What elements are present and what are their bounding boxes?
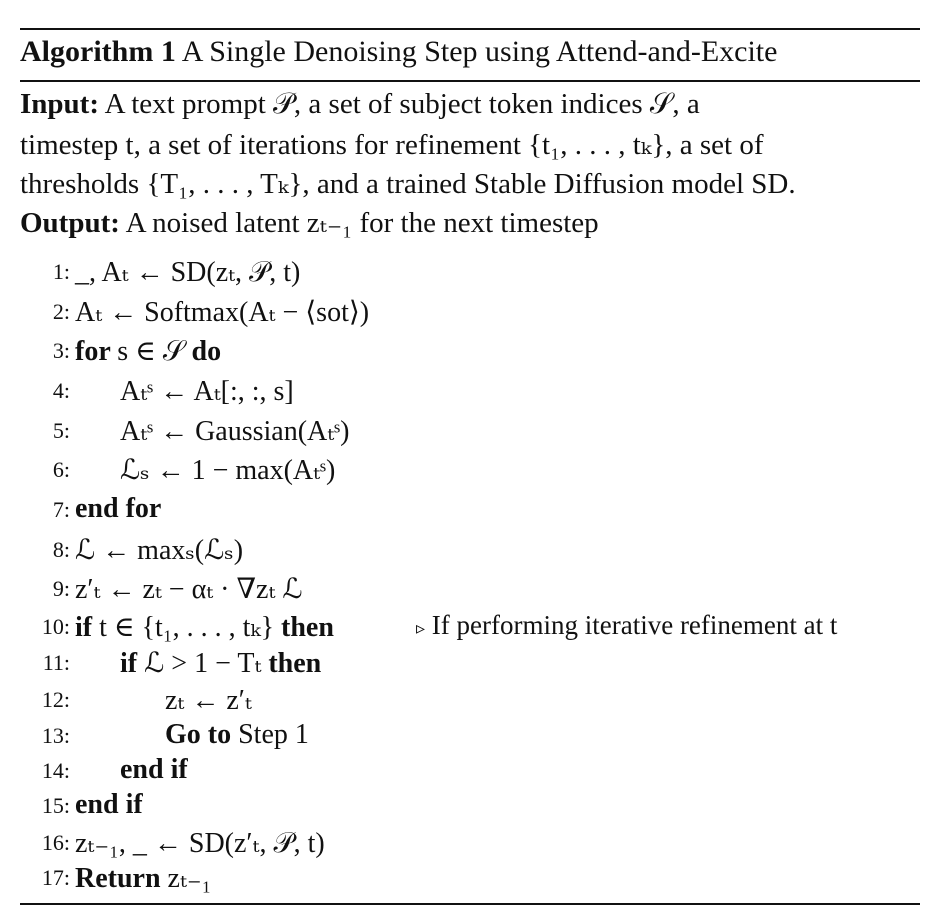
step-code: end if	[75, 789, 143, 820]
step-number: 4:	[52, 378, 70, 403]
step-number: 14:	[41, 758, 70, 783]
step-code: for s ∈ 𝒮 do	[75, 336, 222, 367]
step-code: Go to Step 1	[165, 719, 309, 750]
step-number: 8:	[52, 537, 70, 562]
step-number: 11:	[42, 650, 70, 675]
output-text: A noised latent zₜ₋₁ for the next timestep	[125, 207, 599, 239]
comment-text: If performing iterative refinement at t	[431, 610, 838, 640]
step-code: _, Aₜ ← SD(zₜ, 𝒫, t)	[75, 257, 301, 288]
step-number: 9:	[52, 576, 70, 601]
step-number: 2:	[52, 299, 70, 324]
step-number: 5:	[52, 418, 70, 443]
algorithm-title-text: A Single Denoising Step using Attend-and-Excite	[181, 35, 778, 68]
output-line	[20, 205, 599, 240]
step-number: 17:	[41, 865, 70, 890]
input-text-2: timestep t, a set of iterations for refinement {t₁, . . . , tₖ}, a set of	[20, 129, 764, 161]
step-comment	[416, 610, 837, 641]
algorithm-title	[20, 35, 777, 69]
algorithm-box	[20, 0, 920, 913]
step-code: zₜ₋₁, _ ← SD(z′ₜ, 𝒫, t)	[75, 828, 325, 859]
title-rule	[20, 80, 920, 82]
step-code: Aₜ ← Softmax(Aₜ − ⟨sot⟩)	[75, 297, 370, 328]
step-code: if t ∈ {t₁, . . . , tₖ} then	[75, 612, 334, 643]
bottom-rule	[20, 903, 920, 905]
step-number: 13:	[41, 723, 70, 748]
step-number: 12:	[41, 687, 70, 712]
step-code: zₜ ← z′ₜ	[165, 685, 252, 716]
step-code: z′ₜ ← zₜ − αₜ · ∇zₜ ℒ	[75, 574, 303, 605]
step-code: end for	[75, 493, 162, 524]
step-number: 7:	[52, 497, 70, 522]
output-label: Output:	[20, 207, 120, 239]
step-code: ℒ ← maxₛ(ℒₛ)	[75, 535, 244, 566]
step-code: Aₜˢ ← Aₜ[:, :, s]	[120, 376, 294, 407]
comment-triangle-icon: ▹	[416, 618, 426, 638]
input-label: Input:	[20, 88, 99, 120]
step-code: Return zₜ₋₁	[75, 863, 212, 894]
input-text-3: thresholds {T₁, . . . , Tₖ}, and a trained Stable Diffusion model SD.	[20, 168, 796, 200]
input-line-1	[20, 88, 700, 121]
step-code: if ℒ > 1 − Tₜ then	[120, 648, 322, 679]
top-rule	[20, 28, 920, 30]
step-number: 6:	[52, 457, 70, 482]
input-line-3	[20, 166, 796, 201]
step-code: Aₜˢ ← Gaussian(Aₜˢ)	[120, 416, 350, 447]
step-number: 3:	[52, 338, 70, 363]
step-number: 15:	[41, 793, 70, 818]
step-number: 1:	[52, 259, 70, 284]
input-text-1: A text prompt 𝒫, a set of subject token indices 𝒮, a	[104, 88, 700, 120]
step-code: ℒₛ ← 1 − max(Aₜˢ)	[120, 455, 336, 486]
step-code: end if	[120, 754, 188, 785]
algorithm-label: Algorithm 1	[20, 35, 176, 68]
step-number: 16:	[41, 830, 70, 855]
step-number: 10:	[41, 614, 70, 639]
input-line-2	[20, 127, 764, 162]
